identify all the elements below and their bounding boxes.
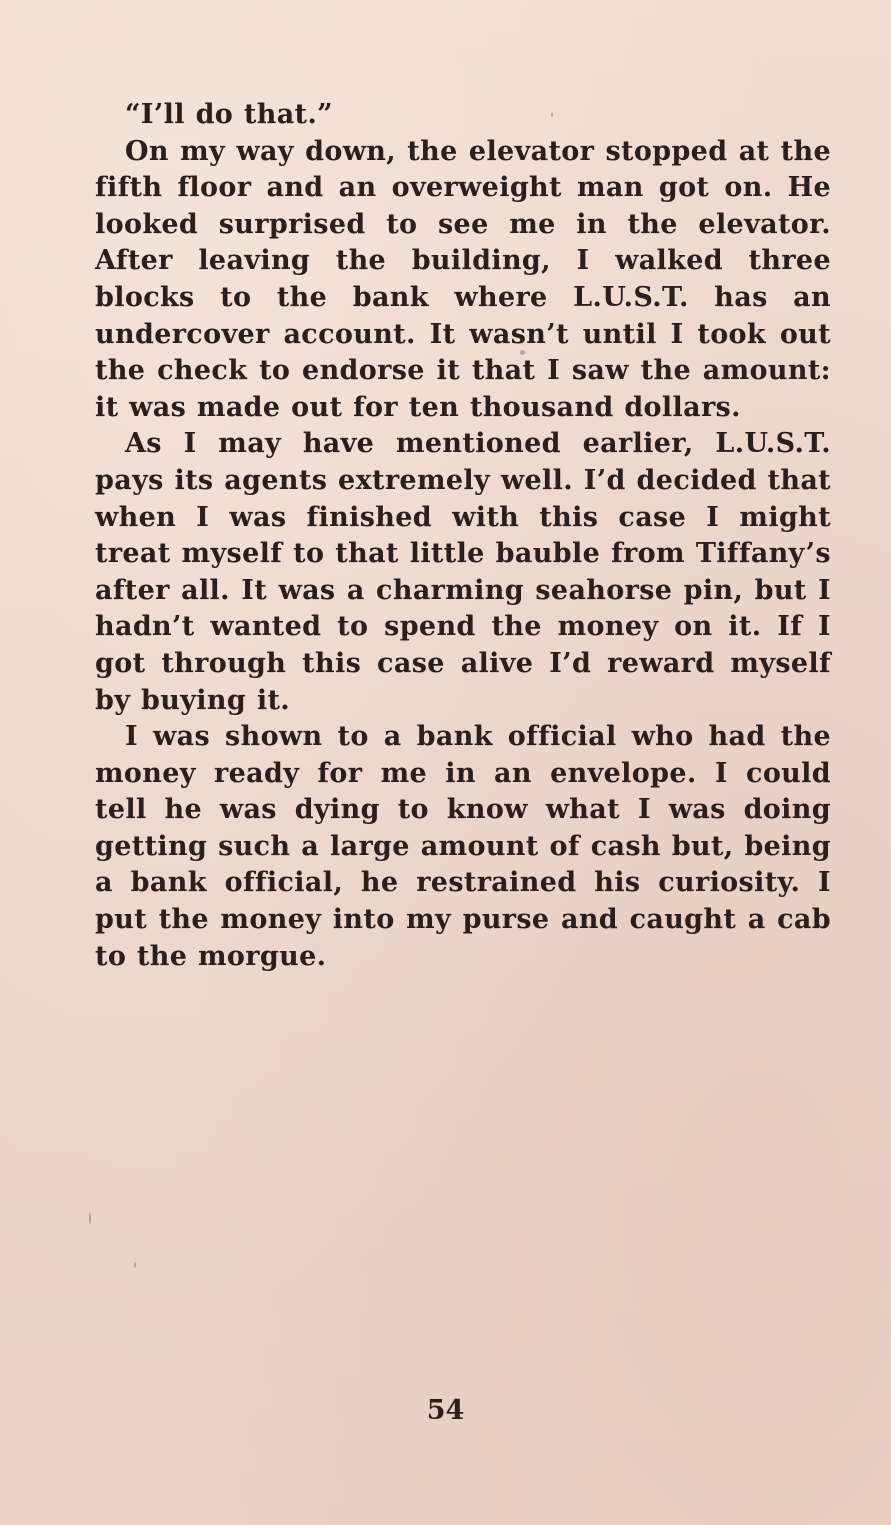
paragraph-lust-pays: As I may have mentioned earlier, L.U.S.T. pays its agents extremely well. I’d decided that when I was finished with this case I might treat myself to that little bauble from Tiffany’s after all. It was a charming seahorse pin, but I hadn’t wanted to spend the money on it. If I got through this case alive I’d reward myself by buying it. xyxy=(95,428,831,716)
paper-speck xyxy=(89,1212,91,1224)
paper-speck xyxy=(520,350,525,355)
paper-speck xyxy=(134,1262,136,1268)
paragraph-bank-official: I was shown to a bank official who had the money ready for me in an envelope. I could tell he was dying to know what I was doing getting such a large amount of cash but, being a bank official, he restrained his curiosity. I put the money into my purse and caught a cab to the morgue. xyxy=(95,721,831,972)
paragraph-elevator: On my way down, the elevator stopped at the fifth floor and an overweight man got on. He looked surprised to see me in the elevator. After leaving the building, I walked three blocks to the bank where L.U.S.T. has an undercover account. It wasn’t until I took out the check to endorse it that I saw the amount: it was made out for ten thousand dollars. xyxy=(95,135,831,423)
page-number: 54 xyxy=(426,1395,465,1426)
paper-speck xyxy=(551,112,553,117)
paragraph-dialogue: “I’ll do that.” xyxy=(125,99,334,130)
body-text xyxy=(95,97,831,975)
